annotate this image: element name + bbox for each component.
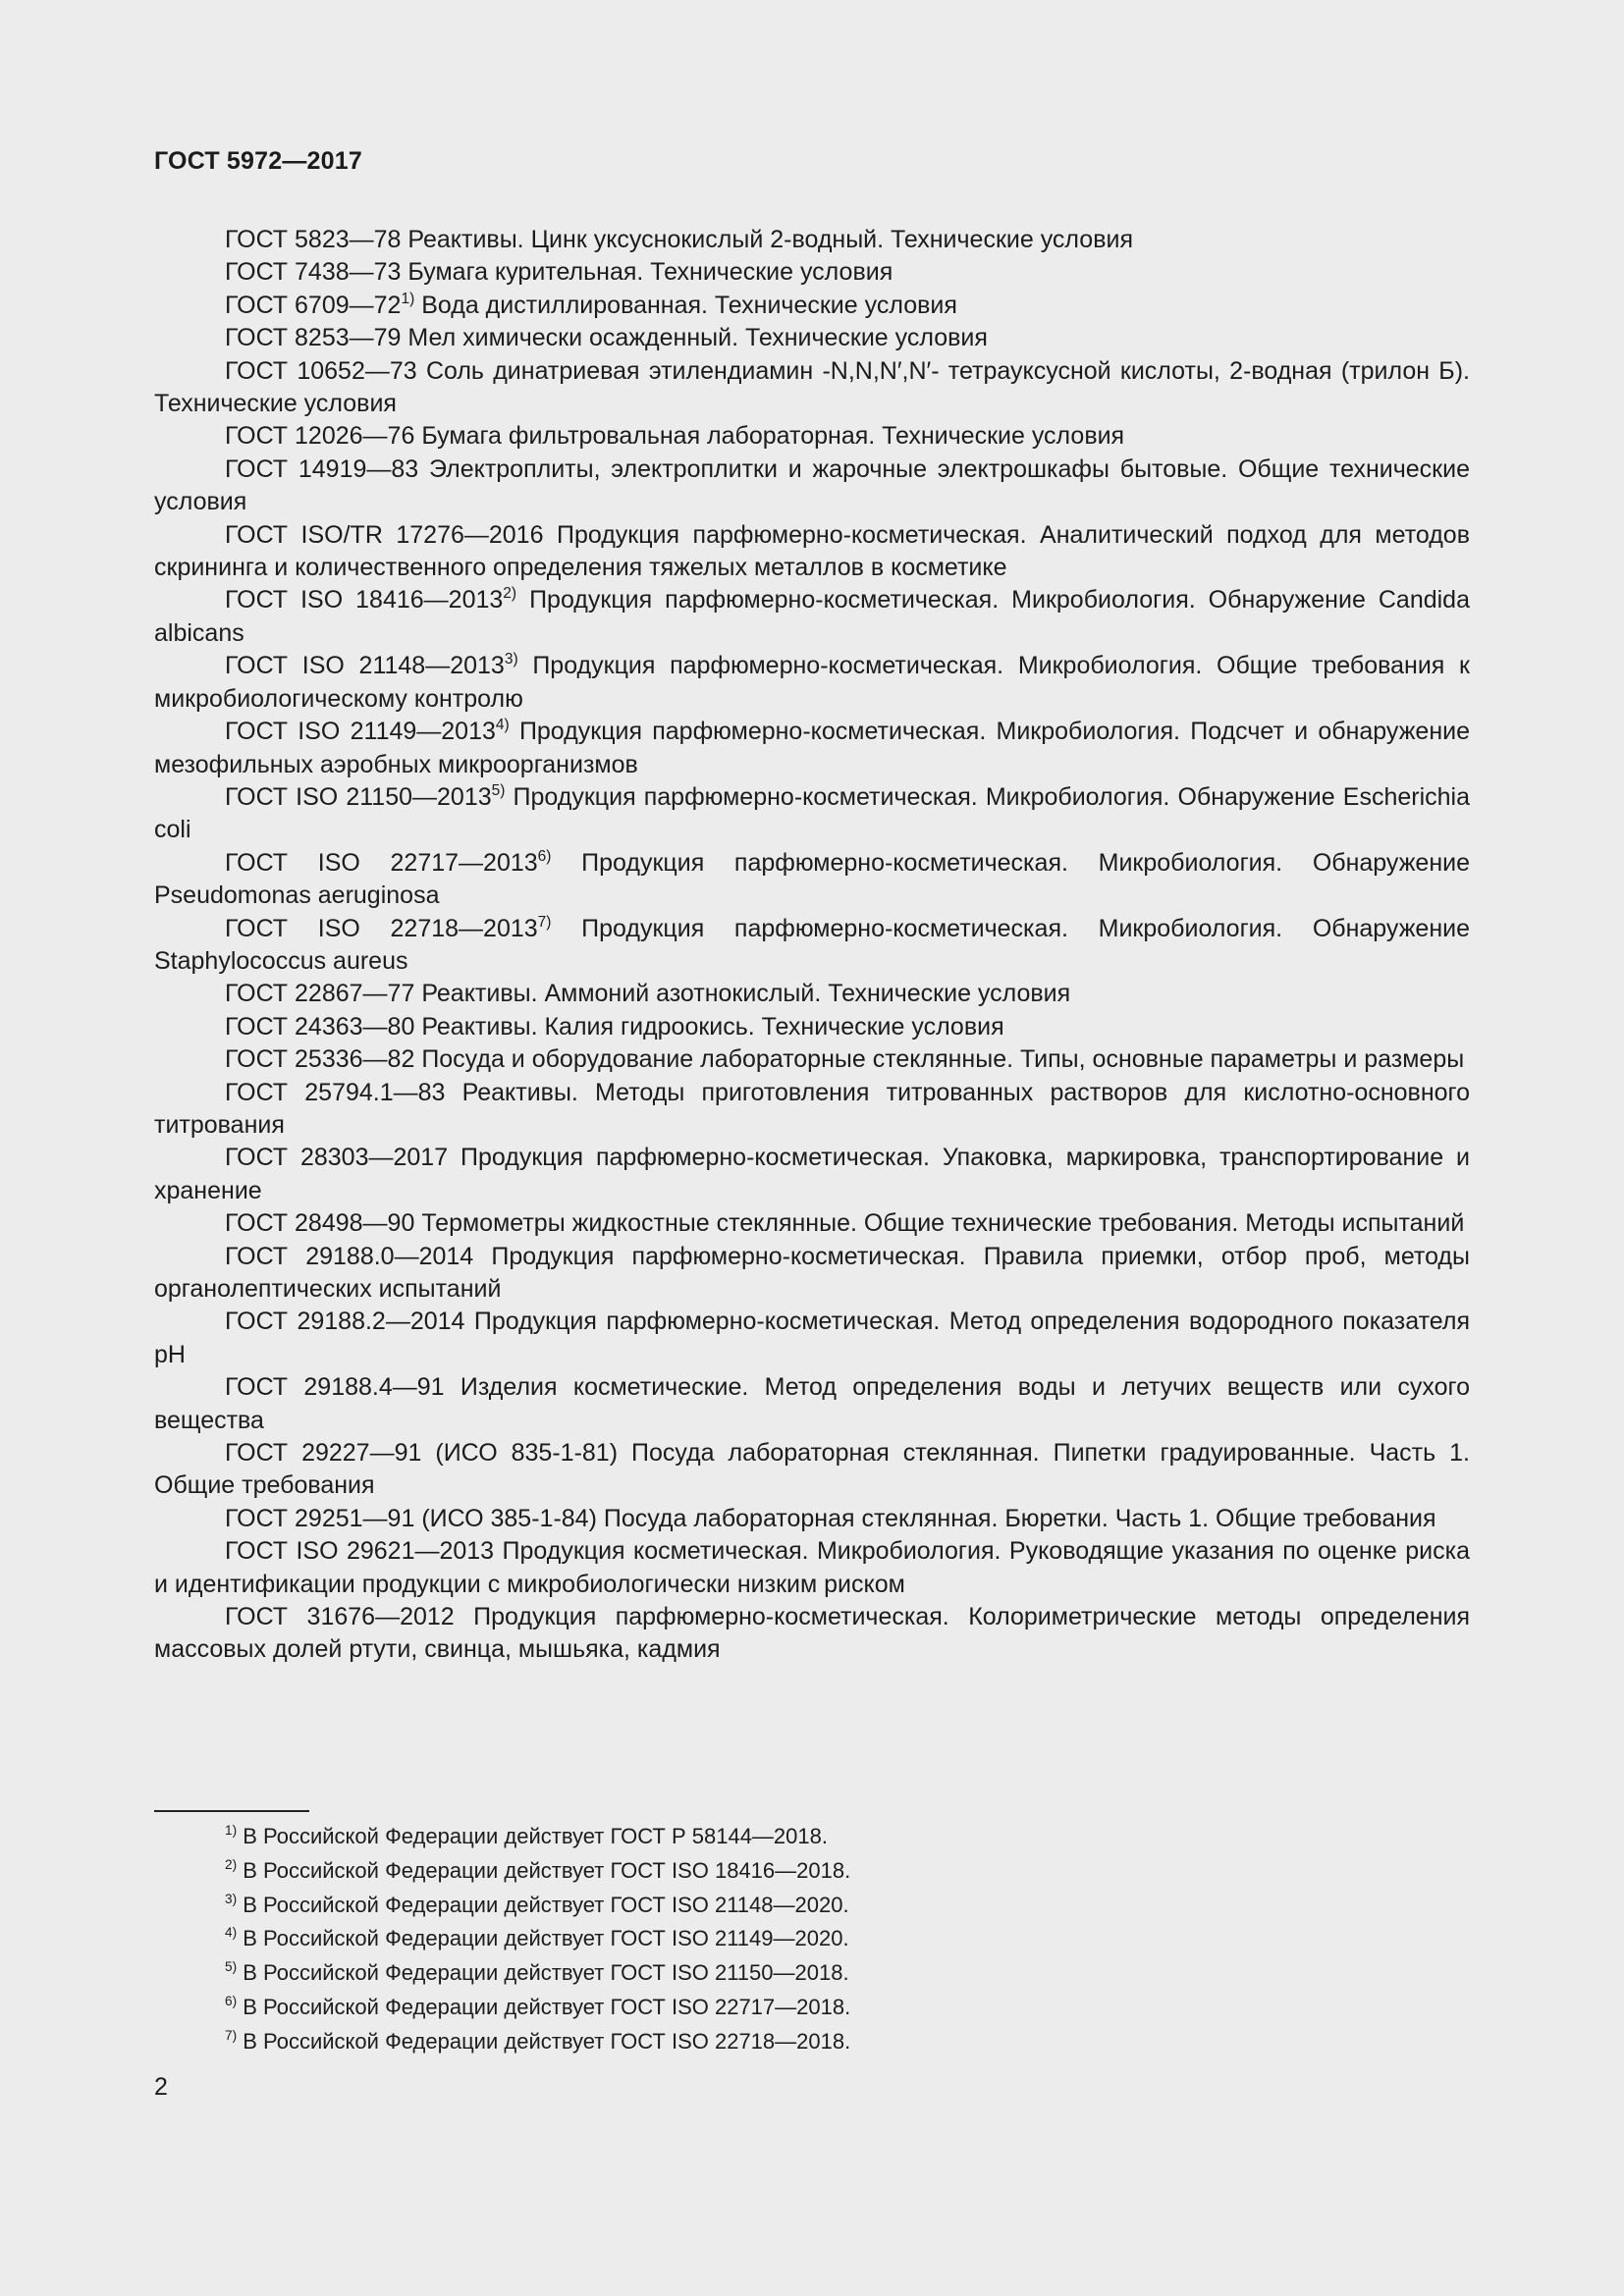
reference-entry xyxy=(154,355,1470,421)
normative-references-list xyxy=(154,224,1470,1667)
footnote-ref-mark: 2) xyxy=(503,585,517,603)
footnote xyxy=(225,1889,850,1923)
reference-code: ГОСТ ISO 21150—2013 xyxy=(225,782,492,811)
reference-code: ГОСТ 24363—80 xyxy=(225,1012,415,1041)
footnote-mark: 7) xyxy=(225,2027,238,2043)
reference-entry xyxy=(154,224,1470,256)
footnote xyxy=(225,1991,850,2025)
reference-entry xyxy=(154,256,1470,289)
reference-entry xyxy=(154,1142,1470,1207)
reference-entry xyxy=(154,1207,1470,1240)
reference-code: ГОСТ 5823—78 xyxy=(225,226,402,253)
footnote-text: В Российской Федерации действует ГОСТ Р 58144—2018. xyxy=(243,1824,828,1848)
reference-entry xyxy=(154,650,1470,716)
reference-title: Посуда и оборудование лабораторные стеклянные. Типы, основные параметры и размеры xyxy=(421,1045,1465,1074)
reference-code: ГОСТ 29251—91 xyxy=(225,1504,415,1532)
reference-code: ГОСТ ISO 22718—2013 xyxy=(225,914,538,942)
reference-code: ГОСТ ISO 22717—2013 xyxy=(225,848,538,877)
reference-title: Продукция парфюмерно-косметическая. Колориметрические методы определения массовых долей ртути, свинца, мышьяка, кадмия xyxy=(154,1603,1471,1664)
reference-entry xyxy=(154,1371,1470,1437)
reference-code: ГОСТ 29188.4—91 xyxy=(225,1373,445,1402)
reference-entry xyxy=(154,584,1470,650)
reference-title: Продукция парфюмерно-косметическая. Аналитический подход для методов скрининга и количественного определения тяжелых металлов в косметике xyxy=(154,520,1470,582)
footnote-text: В Российской Федерации действует ГОСТ ISO 21149—2020. xyxy=(243,1926,849,1951)
reference-title: Изделия косметические. Метод определения воды и летучих веществ или сухого вещества xyxy=(154,1373,1471,1434)
reference-code: ГОСТ 29227—91 xyxy=(225,1439,422,1468)
reference-entry xyxy=(154,847,1470,913)
reference-code: ГОСТ ISO/TR 17276—2016 xyxy=(225,520,544,549)
footnote-mark: 2) xyxy=(225,1856,238,1872)
reference-title: (ИСО 385-1-84) Посуда лабораторная стеклянная. Бюретки. Часть 1. Общие требования xyxy=(421,1504,1436,1532)
reference-entry xyxy=(154,519,1470,585)
reference-code: ГОСТ 10652—73 xyxy=(225,356,417,385)
reference-code: ГОСТ 28303—2017 xyxy=(225,1144,449,1172)
reference-code: ГОСТ 7438—73 xyxy=(225,258,402,287)
footnote-ref-mark: 5) xyxy=(491,781,506,799)
footnote xyxy=(225,1922,850,1956)
reference-title: Продукция парфюмерно-косметическая. Микробиология. Обнаружение Candida albicans xyxy=(154,586,1470,647)
footnote-mark: 6) xyxy=(225,1994,238,2009)
footnote-divider xyxy=(154,1810,309,1812)
reference-title: Бумага фильтровальная лабораторная. Технические условия xyxy=(421,422,1125,451)
footnote-text: В Российской Федерации действует ГОСТ ISO 18416—2018. xyxy=(243,1857,851,1883)
reference-entry xyxy=(154,1077,1470,1143)
footnote-ref-mark: 7) xyxy=(537,913,552,931)
reference-title: Бумага курительная. Технические условия xyxy=(407,258,893,287)
reference-title: Мел химически осажденный. Технические условия xyxy=(407,324,988,352)
reference-title: Реактивы. Методы приготовления титрованных растворов для кислотно-основного титрования xyxy=(154,1078,1471,1139)
reference-entry xyxy=(154,781,1470,847)
reference-code: ГОСТ 22867—77 xyxy=(225,980,415,1008)
reference-entry xyxy=(154,290,1470,322)
reference-title: Продукция парфюмерно-косметическая. Микробиология. Обнаружение Pseudomonas aeruginosa xyxy=(154,848,1471,910)
reference-title: Вода дистиллированная. Технические условия xyxy=(421,291,957,319)
reference-title: Продукция косметическая. Микробиология. Руководящие указания по оценке риска и идентификации продукции с микробиологически низким риском xyxy=(154,1537,1470,1598)
reference-code: ГОСТ 8253—79 xyxy=(225,324,402,352)
reference-title: Продукция парфюмерно-косметическая. Микробиология. Обнаружение Escherichia coli xyxy=(154,782,1470,844)
reference-title: Реактивы. Аммоний азотнокислый. Технические условия xyxy=(421,980,1071,1008)
reference-code: ГОСТ 29188.2—2014 xyxy=(225,1308,465,1336)
footnote-mark: 4) xyxy=(225,1925,238,1941)
reference-title: (ИСО 835-1-81) Посуда лабораторная стеклянная. Пипетки градуированные. Часть 1. Общие требования xyxy=(154,1439,1470,1500)
reference-code: ГОСТ 6709—72 xyxy=(225,291,402,319)
reference-entry xyxy=(154,1437,1470,1503)
reference-code: ГОСТ 12026—76 xyxy=(225,422,415,451)
reference-title: Термометры жидкостные стеклянные. Общие технические требования. Методы испытаний xyxy=(421,1209,1465,1238)
footnote-ref-mark: 3) xyxy=(504,651,518,668)
reference-title: Продукция парфюмерно-косметическая. Метод определения водородного показателя pH xyxy=(154,1308,1470,1368)
footnote-mark: 1) xyxy=(225,1823,238,1839)
reference-entry xyxy=(154,1306,1470,1371)
reference-title: Продукция парфюмерно-косметическая. Микробиология. Общие требования к микробиологическому контролю xyxy=(154,652,1470,713)
reference-title: Продукция парфюмерно-косметическая. Правила приемки, отбор проб, методы органолептических испытаний xyxy=(154,1242,1470,1303)
reference-title: Реактивы. Калия гидроокись. Технические условия xyxy=(421,1012,1004,1041)
footnotes-list xyxy=(225,1820,850,2059)
reference-entry xyxy=(154,322,1470,354)
reference-entry xyxy=(154,1241,1470,1307)
reference-entry xyxy=(154,1601,1470,1667)
reference-code: ГОСТ 28498—90 xyxy=(225,1209,415,1238)
reference-code: ГОСТ ISO 18416—2013 xyxy=(225,586,504,614)
footnote-mark: 5) xyxy=(225,1959,238,1975)
reference-code: ГОСТ 14919—83 xyxy=(225,454,419,483)
reference-entry xyxy=(154,1043,1470,1076)
footnote-text: В Российской Федерации действует ГОСТ ISO 22718—2018. xyxy=(243,2028,851,2054)
footnote xyxy=(225,1820,850,1854)
footnote-ref-mark: 4) xyxy=(495,717,510,734)
reference-code: ГОСТ ISO 21148—2013 xyxy=(225,652,505,680)
footnote-ref-mark: 6) xyxy=(537,847,552,865)
reference-entry xyxy=(154,420,1470,453)
reference-code: ГОСТ 25336—82 xyxy=(225,1045,415,1074)
reference-title: Реактивы. Цинк уксуснокислый 2-водный. Технические условия xyxy=(407,226,1133,253)
reference-entry xyxy=(154,978,1470,1010)
footnote xyxy=(225,2025,850,2059)
reference-title: Продукция парфюмерно-косметическая. Упаковка, маркировка, транспортирование и хранение xyxy=(154,1144,1470,1204)
footnote-text: В Российской Федерации действует ГОСТ ISO 21148—2020. xyxy=(243,1892,849,1917)
footnote-text: В Российской Федерации действует ГОСТ ISO 21150—2018. xyxy=(243,1960,849,1986)
reference-entry xyxy=(154,1011,1470,1043)
footnote-mark: 3) xyxy=(225,1891,238,1906)
reference-entry xyxy=(154,1535,1470,1601)
footnote-text: В Российской Федерации действует ГОСТ ISO 22717—2018. xyxy=(243,1994,851,2019)
footnote xyxy=(225,1956,850,1991)
reference-code: ГОСТ 29188.0—2014 xyxy=(225,1242,474,1270)
reference-title: Продукция парфюмерно-косметическая. Микробиология. Подсчет и обнаружение мезофильных аэробных микроорганизмов xyxy=(154,718,1470,778)
reference-entry xyxy=(154,1503,1470,1535)
reference-code: ГОСТ ISO 29621—2013 xyxy=(225,1537,495,1566)
footnote-ref-mark: 1) xyxy=(401,290,415,307)
page-number: 2 xyxy=(154,2073,168,2101)
reference-code: ГОСТ 25794.1—83 xyxy=(225,1078,446,1106)
footnote xyxy=(225,1854,850,1889)
reference-code: ГОСТ 31676—2012 xyxy=(225,1603,455,1631)
reference-title: Электроплиты, электроплитки и жарочные электрошкафы бытовые. Общие технические условия xyxy=(154,454,1470,516)
reference-title: Продукция парфюмерно-косметическая. Микробиология. Обнаружение Staphylococcus aureus xyxy=(154,914,1471,975)
document-header: ГОСТ 5972—2017 xyxy=(154,147,362,175)
reference-entry xyxy=(154,913,1470,979)
reference-entry xyxy=(154,454,1470,519)
reference-code: ГОСТ ISO 21149—2013 xyxy=(225,718,496,746)
reference-entry xyxy=(154,716,1470,781)
reference-title: Соль динатриевая этилендиамин -N,N,N′,N′- тетрауксусной кислоты, 2-водная (трилон Б). Технические условия xyxy=(154,356,1470,418)
